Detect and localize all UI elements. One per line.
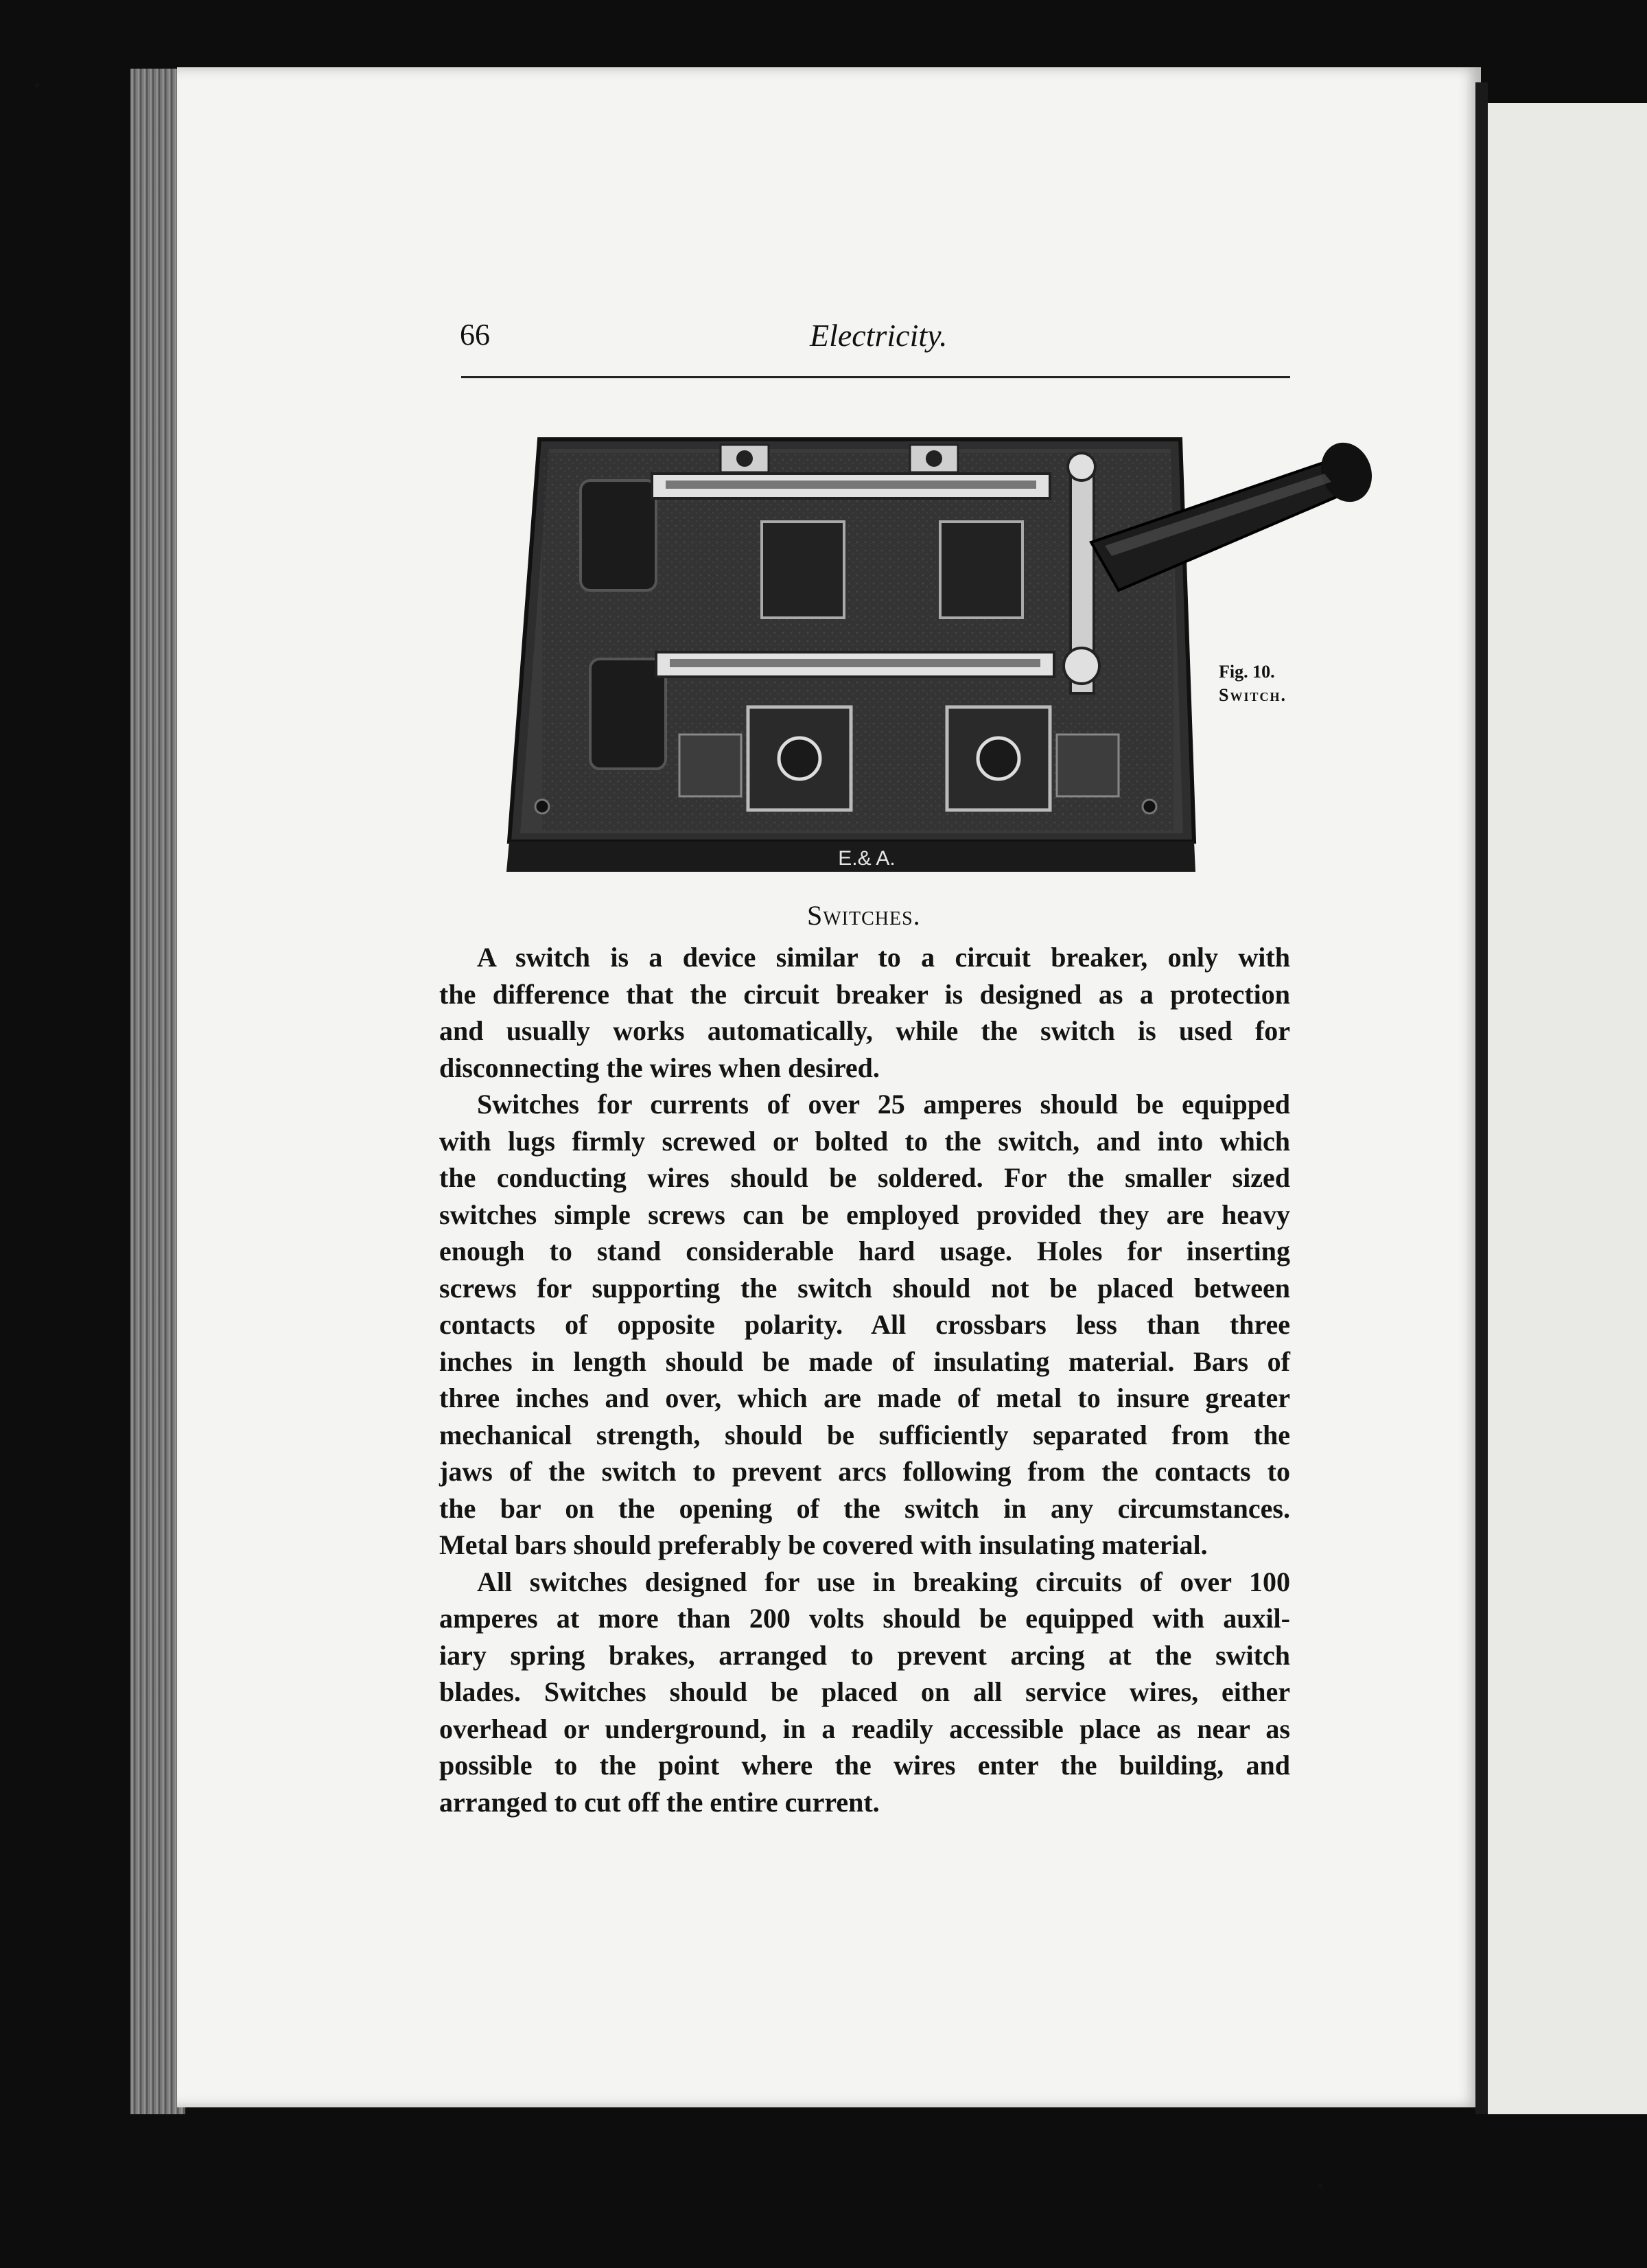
text-line: with lugs firmly screwed or bolted to the switch, and into which	[439, 1125, 1290, 1157]
text-line: and usually works automatically, while the switch is used for	[439, 1015, 1290, 1046]
text-line: the conducting wires should be soldered. For the smaller sized	[439, 1162, 1290, 1193]
text-line: possible to the point where the wires enter the building, and	[439, 1750, 1290, 1781]
facing-page-edge	[1488, 103, 1647, 2114]
running-title: Electricity.	[810, 318, 948, 353]
figure-caption	[1219, 660, 1287, 707]
text-line: switches simple screws can be employed provided they are heavy	[439, 1199, 1290, 1230]
figure-number: Fig. 10.	[1219, 662, 1275, 682]
figure-title: Switch.	[1219, 685, 1287, 705]
text-line: iary spring brakes, arranged to prevent arcing at the switch	[439, 1639, 1290, 1671]
text-line: the difference that the circuit breaker is designed as a protection	[439, 978, 1290, 1010]
running-head	[460, 317, 1290, 365]
book-gutter	[1475, 82, 1488, 2114]
header-rule	[461, 376, 1290, 378]
scan-speck	[34, 82, 40, 88]
paragraph-3	[439, 1564, 1290, 1821]
text-line: jaws of the switch to prevent arcs following from the contacts to	[439, 1456, 1290, 1487]
text-line: overhead or underground, in a readily accessible place as near as	[439, 1713, 1290, 1744]
switch-illustration	[501, 432, 1421, 879]
text-line: Metal bars should preferably be covered with insulating material.	[439, 1529, 1208, 1560]
knife-switch-drawing	[501, 432, 1421, 879]
text-line: screws for supporting the switch should not be placed between	[439, 1272, 1290, 1304]
text-line: disconnecting the wires when desired.	[439, 1052, 880, 1083]
paragraph-1	[439, 939, 1290, 1086]
section-heading: Switches.	[807, 900, 921, 931]
text-line: amperes at more than 200 volts should be equipped with auxil-	[439, 1603, 1290, 1634]
text-line: All switches designed for use in breaking circuits of over 100	[477, 1566, 1290, 1597]
text-line: inches in length should be made of insulating material. Bars of	[439, 1345, 1290, 1377]
text-line: three inches and over, which are made of metal to insure greater	[439, 1382, 1290, 1413]
text-line: contacts of opposite polarity. All crossbars less than three	[439, 1309, 1290, 1340]
plate-marking: E.& A.	[838, 847, 896, 870]
text-line: enough to stand considerable hard usage. Holes for inserting	[439, 1236, 1290, 1266]
text-line: A switch is a device similar to a circuit breaker, only with	[477, 942, 1290, 973]
text-line: arranged to cut off the entire current.	[439, 1786, 880, 1818]
scan-speck	[1318, 2183, 1323, 2188]
text-line: Switches for currents of over 25 amperes should be equipped	[477, 1089, 1290, 1120]
paragraph-2	[439, 1086, 1290, 1564]
page-number: 66	[460, 318, 490, 351]
text-line: blades. Switches should be placed on all service wires, either	[439, 1676, 1290, 1707]
text-line: the bar on the opening of the switch in any circumstances.	[439, 1492, 1290, 1524]
body-text	[439, 939, 1290, 1820]
text-line: mechanical strength, should be sufficiently separated from the	[439, 1419, 1290, 1450]
